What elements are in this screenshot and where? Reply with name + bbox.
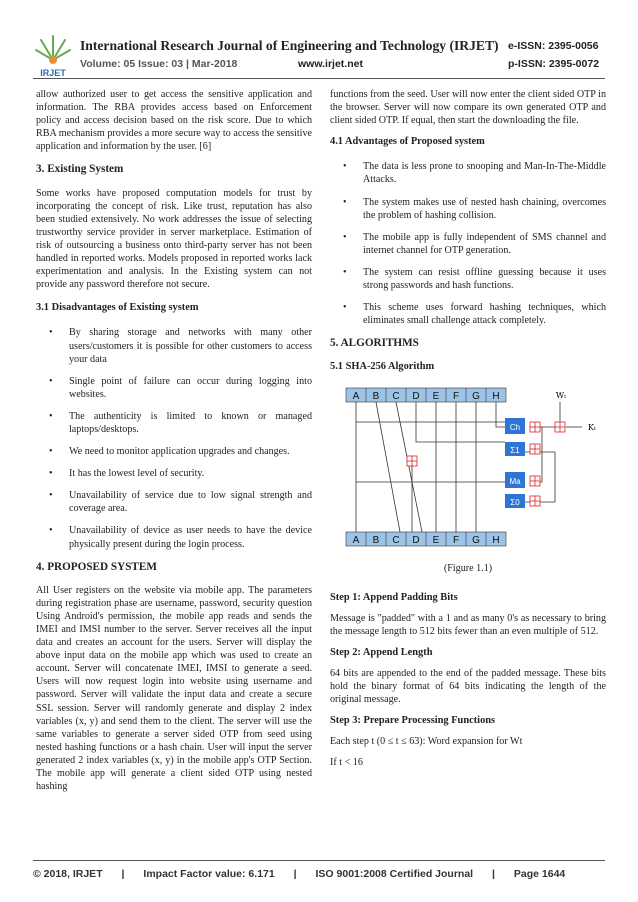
adder-icon — [530, 476, 540, 486]
w-label: Wₜ — [555, 390, 567, 400]
sigma0-label: Σ0 — [510, 497, 520, 507]
step-3-heading: Step 3: Prepare Processing Functions — [330, 715, 496, 727]
step-2-heading: Step 2: Append Length — [330, 646, 433, 658]
figure-caption: (Figure 1.1) — [443, 562, 493, 574]
sha256-diagram — [330, 382, 606, 552]
list-item: • The data is less prone to snooping and Man-In-The-Middle Attacks. — [330, 160, 606, 186]
ma-label: Ma — [509, 476, 521, 486]
list-item: • Unavailability of service due to low signal strength and coverage area. — [36, 489, 312, 515]
section-4-heading: 4. PROPOSED SYSTEM — [36, 560, 157, 573]
e-issn: e-ISSN: 2395-0056 — [508, 40, 599, 52]
section-4-1-heading: 4.1 Advantages of Proposed system — [330, 136, 485, 148]
sigma1-label: Σ1 — [510, 445, 520, 455]
section-5-heading: 5. ALGORITHMS — [330, 337, 419, 350]
k-label: Kₜ — [588, 422, 596, 432]
page-footer: © 2018, IRJET | Impact Factor value: 6.171 | ISO 9001:2008 Certified Journal | Page 1644 — [33, 868, 566, 880]
section-3-1-heading: 3.1 Disadvantages of Existing system — [36, 302, 199, 314]
reg-bot-e: E — [432, 534, 440, 546]
right-column — [330, 88, 606, 778]
adder-icon — [530, 422, 540, 432]
adder-icon — [407, 456, 417, 466]
reg-bot-a: A — [352, 534, 360, 546]
list-item: • The authenticity is limited to known or managed laptops/desktops. — [36, 410, 312, 436]
step-3-condition: If t < 16 — [330, 757, 363, 769]
header-rule — [33, 78, 605, 79]
reg-bot-f: F — [452, 534, 460, 546]
iso-certification: ISO 9001:2008 Certified Journal — [315, 868, 474, 880]
section-4-paragraph: All User registers on the website via mobile app. The parameters during registration phase are username, password, security question Using Android's permission, the mobile app reads and sends the IMEI and IMSI number to the server. Server receives all the input data and creates an account for the users. Server will display the above input data on the mobile app which was used to create an account. Server will concatenate IMEI, IMSI to generate a seed. Users will now request login into website using username and password. Server will validate the input data and create a secure SSL session. Server will randomly generate and display 2 index variables (x, y) and send them to the client. The server will use the same variables to generate a server sided OTP from seed using nested hashing functions or a hash chain. User will input the server generated 2 index variables (x, y) in the mobile app's OTP Section. The mobile app will generate a client sided OTP using nested hashing — [36, 584, 312, 793]
adder-icon — [530, 444, 540, 454]
list-item: • Single point of failure can occur during logging into websites. — [36, 375, 312, 401]
list-item: • By sharing storage and networks with many other users/customers it is possible for other customers to access your data — [36, 326, 312, 365]
reg-top-f: F — [452, 390, 460, 402]
step-1-text: Message is "padded" with a 1 and as many 0's as necessary to bring the message length to 512 bits fewer than an even multiple of 512. — [330, 612, 606, 637]
step-3-text: Each step t (0 ≤ t ≤ 63): Word expansion for Wt — [330, 736, 523, 748]
section-5-1-heading: 5.1 SHA-256 Algorithm — [330, 361, 435, 373]
reg-bot-b: B — [372, 534, 380, 546]
section-3-heading: 3. Existing System — [36, 163, 124, 176]
reg-top-b: B — [372, 390, 380, 402]
copyright: © 2018, IRJET — [33, 868, 103, 880]
continued-paragraph: functions from the seed. User will now enter the client sided OTP in the browser. Server will now compare its own generated OTP and client sided OTP. If equal, then start the downloading the file. — [330, 89, 606, 127]
volume-issue: Volume: 05 Issue: 03 | Mar-2018 — [80, 58, 238, 70]
reg-top-d: D — [412, 390, 420, 402]
reg-bot-g: G — [472, 534, 480, 546]
list-item: • We need to monitor application upgrades and changes. — [36, 445, 312, 458]
step-2-text: 64 bits are appended to the end of the padded message. These bits hold the binary format of 64 bits indicating the length of the original message. — [330, 667, 606, 706]
website-link[interactable]: www.irjet.net — [298, 58, 363, 70]
sha256-figure — [330, 382, 606, 552]
impact-factor: Impact Factor value: 6.171 — [143, 868, 275, 880]
list-item: • The mobile app is fully independent of SMS channel and internet channel for OTP generation. — [330, 231, 606, 257]
adder-icon — [530, 496, 540, 506]
page-number: Page 1644 — [513, 868, 566, 880]
journal-title: International Research Journal of Engineering and Technology (IRJET) — [80, 38, 499, 53]
list-item: • The system can resist offline guessing because it uses strong passwords and hash functions. — [330, 266, 606, 292]
reg-top-c: C — [392, 390, 400, 402]
reg-top-e: E — [432, 390, 440, 402]
step-1-heading: Step 1: Append Padding Bits — [330, 591, 458, 603]
list-item: • Unavailability of device as user needs to have the device physically present during the login process. — [36, 524, 312, 550]
reg-top-h: H — [492, 390, 500, 402]
reg-top-g: G — [472, 390, 480, 402]
irjet-logo — [33, 30, 73, 78]
list-item: • This scheme uses forward hashing techniques, which eliminates small challenge attack completely. — [330, 301, 606, 327]
svg-text:IRJET: IRJET — [40, 68, 66, 78]
list-item: • The system makes use of nested hash chaining, overcomes the problem of hashing collision. — [330, 196, 606, 222]
left-column — [36, 88, 312, 801]
p-issn: p-ISSN: 2395-0072 — [508, 58, 600, 70]
reg-bot-d: D — [412, 534, 420, 546]
ch-label: Ch — [509, 422, 521, 432]
advantages-list — [330, 160, 606, 327]
page-header — [0, 0, 638, 82]
disadvantages-list — [36, 326, 312, 550]
reg-bot-h: H — [492, 534, 500, 546]
reg-top-a: A — [352, 390, 360, 402]
list-item: • It has the lowest level of security. — [36, 467, 312, 480]
footer-rule — [33, 860, 605, 861]
adder-icon — [555, 422, 565, 432]
section-3-paragraph: Some works have proposed computation models for trust by incorporating the concept of risk. Like trust, reputation has also been studied extensively. No work addresses the issue of selecting trustworthy service provider in server marketplace. Estimation of risk of outsourcing a business onto third-party server has not been handled in reported works. Models proposed in reported works lack experimentation and analysis. In the Existing system can not provide any password therefore not secure. — [36, 187, 312, 291]
intro-paragraph: allow authorized user to get access the sensitive application and information. The RBA provides access based on Enforcement policy and access decision based on the risk score. Due to which RBA mechanism provides a more secure way to access the sensitive application and information by the user. [6] — [36, 89, 312, 153]
reg-bot-c: C — [392, 534, 400, 546]
